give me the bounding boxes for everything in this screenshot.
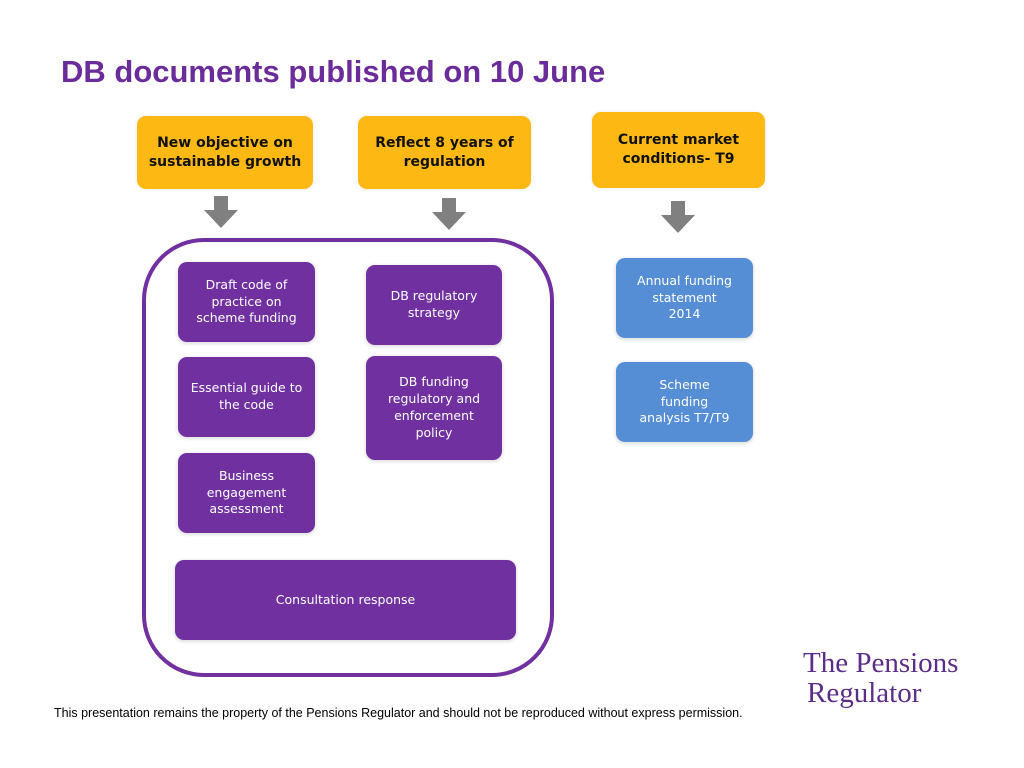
down-arrow-icon bbox=[204, 196, 238, 228]
market-conditions-box: Current market conditions- T9 bbox=[592, 112, 765, 188]
essential-guide-box: Essential guide to the code bbox=[178, 357, 315, 437]
logo-line-2: Regulator bbox=[807, 677, 922, 710]
logo-line-1: The Pensions bbox=[803, 647, 959, 679]
pensions-regulator-logo bbox=[803, 648, 958, 709]
consultation-response-box: Consultation response bbox=[175, 560, 516, 640]
regulation-box: Reflect 8 years of regulation bbox=[358, 116, 531, 189]
enforcement-policy-box: DB funding regulatory and enforcement policy bbox=[366, 356, 502, 460]
objective-box: New objective on sustainable growth bbox=[137, 116, 313, 189]
annual-statement-box: Annual funding statement 2014 bbox=[616, 258, 753, 338]
page-title: DB documents published on 10 June bbox=[61, 54, 606, 89]
scheme-analysis-box: Scheme funding analysis T7/T9 bbox=[616, 362, 753, 442]
db-strategy-box: DB regulatory strategy bbox=[366, 265, 502, 345]
down-arrow-icon bbox=[661, 201, 695, 233]
business-engagement-box: Business engagement assessment bbox=[178, 453, 315, 533]
draft-code-box: Draft code of practice on scheme funding bbox=[178, 262, 315, 342]
down-arrow-icon bbox=[432, 198, 466, 230]
footer-disclaimer: This presentation remains the property of the Pensions Regulator and should not be reproduced without express permission. bbox=[54, 706, 743, 720]
